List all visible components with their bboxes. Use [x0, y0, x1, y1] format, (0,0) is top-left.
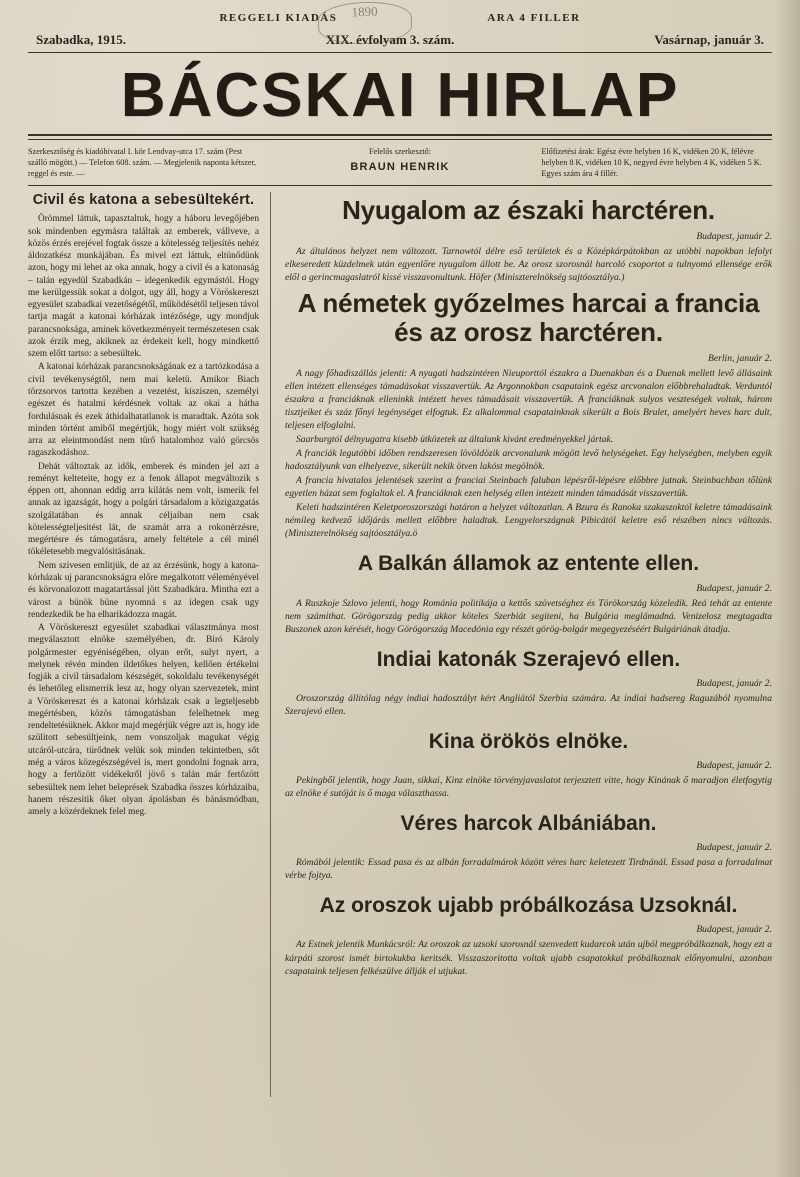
issue-date: Vasárnap, január 3.	[654, 32, 764, 47]
article-dateline: Budapest, január 2.	[696, 231, 772, 243]
left-column	[28, 192, 271, 1097]
article-paragraph: Az általános helyzet nem változott. Tarnowtól délre eső területek és a Középkárpátokban az utóbbi napokban lefolyt elkeseredett küzdelmek után egyenlőre nyugalom állott be. Az orosz szorosnál harcoló csoportot a tulnyomó ellensége erők elől a gerincmagaslatról kissé visszavonultunk. Höfer (Miniszterelnökség sajtóosztálya.)	[285, 246, 772, 284]
article-indian-soldiers	[285, 648, 772, 718]
content-columns	[28, 192, 772, 1097]
article-headline: A Balkán államok az entente ellen.	[357, 552, 700, 576]
article-dateline: Budapest, január 2.	[696, 842, 772, 854]
editor-name: BRAUN HENRIK	[350, 161, 450, 174]
article-headline: Véres harcok Albániában.	[400, 812, 657, 836]
left-article-paragraph: Dehát változtak az idők, emberek és minden jel azt a reményt kelteteite, hogy ez a fenok állapot megváltozik s éppen ott, ahonnan eddig arra kilátás nem volt, ismerik fel annak az igazságát, hogy a polgári társadalom a közigazgatás szolgálatában és annak céljaiban nem csak kötelességteljesitést lát, de szamát arra a rokonérzésre, megértésre és támogatásra, amely feltétele a cél minél tökéletesebb megvalósitásának.	[28, 461, 259, 558]
article-russians-uzsok	[285, 894, 772, 977]
left-article-paragraph: A Vöröskereszt egyesület szabadkai választmánya most megválasztott elnöke személyében, dr. Biró Károly polgármester egyéniségében, olyan erőt, sulyt nyert, a melynek révén minden ildetőkes helyen, kellően értékelni fogják a civil társadalom készségét, sokoldalu tevékenységét és lehetőleg elismerrik lesz az, hogy olyan szervezetek, mint a Vöröskereszt és a katonai kórházak csak a legteljesebb megértésben, közös támogatásban felelhetnek meg rendeltetésüknek. Akkor majd megérjük végre azt is, hogy ide szülitott sebesültjeink, nem vonszoljak magukat végig utcáról-utcára, türődnek velük sok minden tekintetben, sőt még a város közegészségével is, mert gondolni fognak arra, hogy a fertőzött vidékekről jövő s talán már fertőzött sebesültek nem lehet beleprések Szabadka összes kórházaiba, hanem részesitik őket olyan ápolásban és bánásmódban, amely a közérdeknek felel meg.	[28, 623, 259, 818]
masthead-second-line	[28, 32, 772, 48]
imprint-editor	[285, 146, 516, 179]
imprint-office-info: Szerkesztőség és kiadóhivatal I. kör Lendvay-utca 17. szám (Pest szálló mögött.) — Telefon 608. szám. — Megjelenik naponta kétszer, reggel és este. —	[28, 147, 256, 179]
article-headline: Indiai katonák Szerajevó ellen.	[376, 647, 681, 671]
divider-title	[28, 134, 772, 140]
article-paragraph: Az Estnek jelentik Munkácsról: Az oroszok az uzsoki szorosnál szenvedett kudarcok után ujból megpróbálkoznak, hogy ezt a kárpáti szorost ismét birtokukba keritsék. Visszaszoritotta voltak ujabb csapatokkal próbálkoznak előnyomulni, azonban csapataink teljesen felkészülve állják el utjukat.	[285, 939, 772, 977]
divider-imprint	[28, 185, 772, 186]
article-paragraph: Oroszország állitólag négy indiai hadosztályt kért Angliától Szerbia számára. Az indiai hadsereg Raguzából nyomulna Szerajevó ellen.	[285, 692, 772, 717]
article-dateline: Budapest, január 2.	[696, 760, 772, 772]
article-dateline: Berlin, január 2.	[708, 352, 772, 364]
article-balkan-states	[285, 552, 772, 635]
imprint-block	[28, 146, 772, 185]
article-north-front	[285, 196, 772, 284]
article-paragraph: Saarburgtól délnyugatra kisebb ütközetek az általunk kivánt eredményekkel jártak.	[296, 433, 614, 445]
article-headline: Az oroszok ujabb próbálkozása Uzsoknál.	[319, 894, 738, 918]
left-article-paragraph: A katonai kórházak parancsnokságának ez a tartózkodása a civil tevékenységtől, nem mai keletü. Amikor Biach törzsorvos tartotta kezében a vezetést, kisziszen, személyi egészet és hatalmi kérdésnek voltak az okai a hátha fordulásnak és ezek áthidalhatatlanok is maradtak. Azóta sok minden történt amiből megértjük, hogy miért volt szükség arra az eleintmondást nem türő hatalomhoz való görcsös ragaszkodáshoz.	[28, 362, 259, 459]
volume-issue: XIX. évfolyam 3. szám.	[325, 32, 455, 47]
article-china-president	[285, 730, 772, 800]
edition-label: REGGELI KIADÁS	[219, 12, 338, 24]
divider-top	[28, 52, 772, 53]
left-article-headline: Civil és katona a sebesültekért.	[32, 192, 255, 209]
place-year: Szabadka, 1915.	[36, 32, 126, 47]
article-paragraph: Rómából jelentik: Essad pasa és az albán forradalmárok között véres harc keletezett Tirdnánál. Essad pasa a forradalmat vérbe fojtya.	[285, 857, 772, 882]
right-column	[283, 192, 772, 1097]
article-dateline: Budapest, január 2.	[696, 582, 772, 594]
article-dateline: Budapest, január 2.	[696, 677, 772, 689]
left-article-paragraph: Nem szivesen emlitjük, de az az érzésünk, hogy a katona-kórházak uj parancsnokságra előre megalkotott véleményével és körvonalozott magatartással jött Szabadkára. Mintha ezt a várost a bünök büne nyomná s az idegen csak ugy rendezkedik be ha elharikádozza magát.	[28, 560, 259, 620]
article-headline: A németek győzelmes harcai a francia és az orosz harctéren.	[297, 287, 760, 347]
article-albania-battles	[285, 812, 772, 882]
article-paragraph: Keleti hadszintéren Keletporoszországi határon a helyzet változatlan. A Bzura és Ranoka szakaszoktól keletre támadásaink némileg kedvező időjárás mellett előbbre haladtak. Lengyelországnak Pibicától keletre eső részében nincs változás. (Miniszterelnökség sajtóosztálya.ö	[285, 502, 772, 540]
article-german-victories	[285, 289, 772, 541]
article-dateline: Budapest, január 2.	[696, 924, 772, 936]
article-paragraph: A nagy főhadiszállás jelenti: A nyugati hadszintéren Nieuporttól északra a Duenakban és a Duenak mellett levő állásaink ellen intézett ellenséges támadásokat visszavertük. Az Argonnokban csapataink egész arcvonalon előbbrehaladtak. Verduntól északra a franciáknak elleninkk intézett heves támadásait visszavertük. A franciáknak sulyos veszteségek voltak, három tisztjeiket és száz főnyi legénységet elfogtuk. Ez alkalommal csapatainknak sikerült a Bois Brulet, amelyért heves harc dult, teljesen elfoglalni.	[285, 367, 772, 431]
page-edge-shadow	[774, 0, 800, 1177]
article-paragraph: Pekingből jelentik, hogy Juan, sikkai, Kinz elnöke törvényjavaslatot terjesztett vitte, hogy Kinának ő maradjon életfogytig az elnöke é sutóját is ő maga választhassa.	[285, 775, 772, 800]
left-article-paragraph: Örömmel láttuk, tapasztaltuk, hogy a háboru levegőjében sok mindenben egymásra találtak az emberek, vállveve, a közös érzés erejével fogtak össze a kötelesség teljesítés nehéz áldozatkész munkájában. És mivel ezt láttuk, eltünődünk azon, hogy mi lehet az oka annak, hogy a civil és a katonaság – talán egyedül Szabadkán – idegenkedik egymástól. Hogy me kerülgessük sokat a dolgot, ugy áll, hogy a Vöröskereszt egyesület szabadkai vezetőségétől, működésétől teljesen távol tartja magát a katonai kórházak intézősége, ugy mondjuk parancsnoksága, aminek következményeit természetesen csak azok érzik meg, akiknek az érdekeit kell, hogy mindkettő szem előtt tartso: a sebesültek.	[28, 214, 259, 360]
article-paragraph: A franciák legutóbbi időben rendszeresen lövöldözik arcvonalunk mögött levő helységeket. Egy helységben, melyben egyik hadosztályunk van elhelyezve, sikerült nekik ötven lakóst megölnök.	[285, 448, 772, 473]
article-paragraph: A francia hivatalos jelentések szerint a franciai Steinbach faluban lépésről-lépésre előbbre jutnak. Steinbachban tőlünk egyetlen házat sem foglaltak el. A franciáknak ezen helység ellen intézett minden támadását visszavertük.	[285, 475, 772, 500]
stamp-year: 1890	[351, 3, 378, 20]
article-headline: Kina örökös elnöke.	[428, 729, 629, 753]
price-label: ARA 4 FILLER	[487, 12, 581, 24]
editor-label: Felelős szerkesztő:	[368, 147, 432, 157]
masthead-top-line	[28, 12, 772, 24]
imprint-subscription-prices: Előfizetési árak: Egész évre helyben 16 K, vidéken 20 K, félévre helyben 8 K, vidéken 10 K, negyed évre helyben 4 K, vidéken 5 K. Egyes szám ára 4 fillér.	[541, 147, 762, 179]
newspaper-title: BÁCSKAI HIRLAP	[120, 61, 680, 130]
article-headline: Nyugalom az északi harctéren.	[342, 195, 715, 226]
article-paragraph: A Ruszkoje Szlovo jelenti, hogy Románia politikája a kettős szövetséghez és Törökország közeledik. Reá tehát az entente nem számithat. Görögország pedig akkor köteles Szerbiát segiteni, ha Bulgária meglámadná. Venizelosz megtagadta Buszonek azon kérését, hogy Görögország Macedónia egy részét görög-bolgár megegyezéséért Bulgáriának átadja.	[285, 597, 772, 635]
